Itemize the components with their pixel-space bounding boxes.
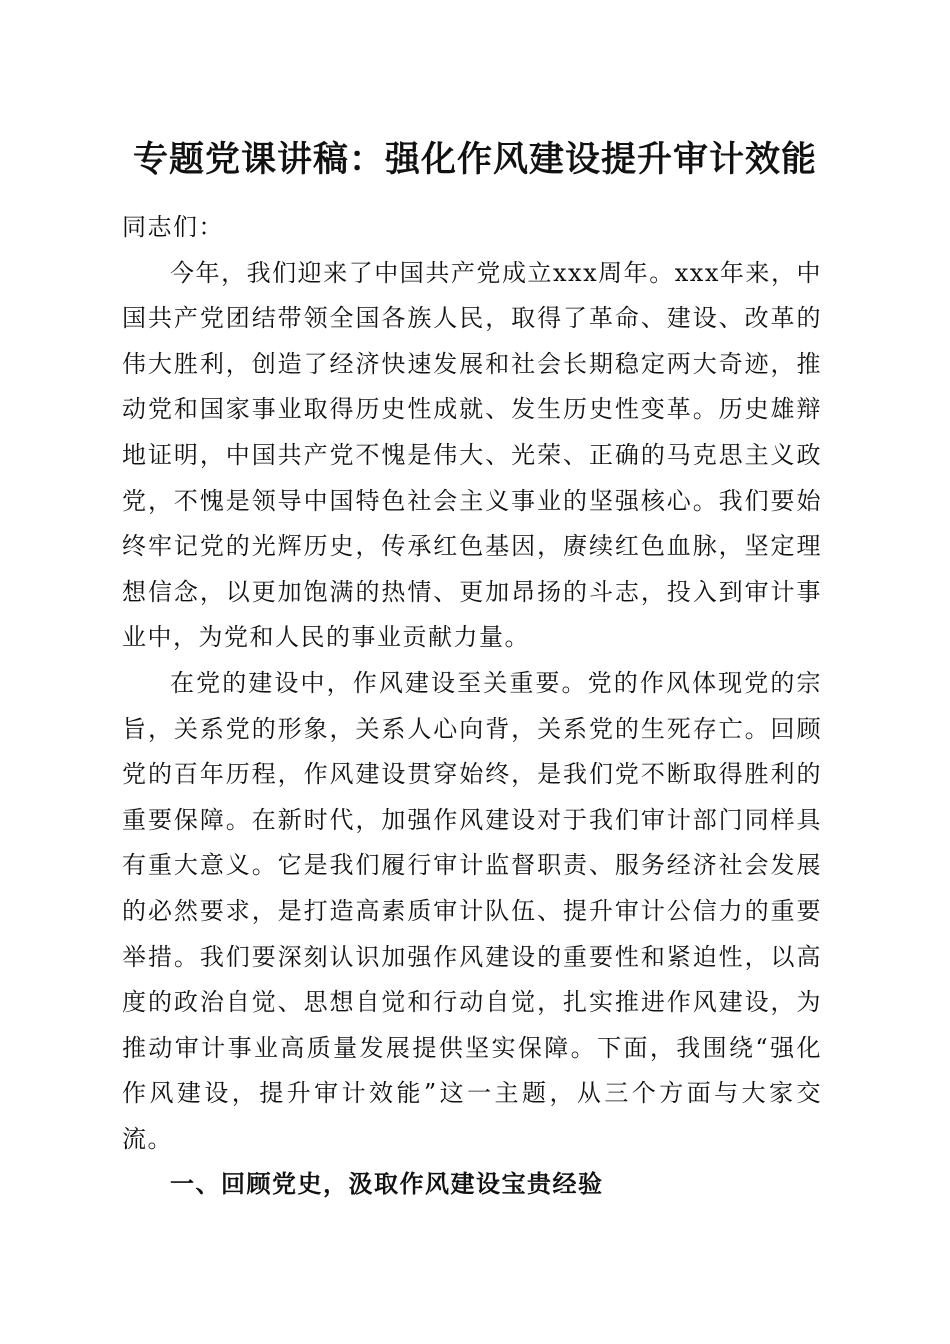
salutation: 同志们： — [122, 213, 224, 241]
document-body — [122, 205, 822, 1208]
paragraph-style-building: 在党的建设中，作风建设至关重要。党的作风体现党的宗旨，关系党的形象，关系人心向背，关系党的生死存亡。回顾党的百年历程，作风建设贯穿始终，是我们党不断取得胜利的重要保障。在新时代，加强作风建设对于我们审计部门同样具有重大意义。它是我们履行审计监督职责、服务经济社会发展的必然要求，是打造高素质审计队伍、提升审计公信力的重要举措。我们要深刻认识加强作风建设的重要性和紧迫性，以高度的政治自觉、思想自觉和行动自觉，扎实推进作风建设，为推动审计事业高质量发展提供坚实保障。下面，我围绕“强化作风建设，提升审计效能”这一主题，从三个方面与大家交流。 — [122, 668, 822, 1153]
document-title: 专题党课讲稿：强化作风建设提升审计效能 — [132, 140, 817, 180]
section-heading: 一、回顾党史，汲取作风建设宝贵经验 — [170, 1170, 604, 1199]
paragraph-intro: 今年，我们迎来了中国共产党成立xxx周年。xxx年来，中国共产党团结带领全国各族人民，取得了革命、建设、改革的伟大胜利，创造了经济快速发展和社会长期稳定两大奇迹，推动党和国家事业取得历史性成就、发生历史性变革。历史雄辩地证明，中国共产党不愧是伟大、光荣、正确的马克思主义政党，不愧是领导中国特色社会主义事业的坚强核心。我们要始终牢记党的光辉历史，传承红色基因，赓续红色血脉，坚定理想信念，以更加饱满的热情、更加昂扬的斗志，投入到审计事业中，为党和人民的事业贡献力量。 — [122, 258, 822, 652]
